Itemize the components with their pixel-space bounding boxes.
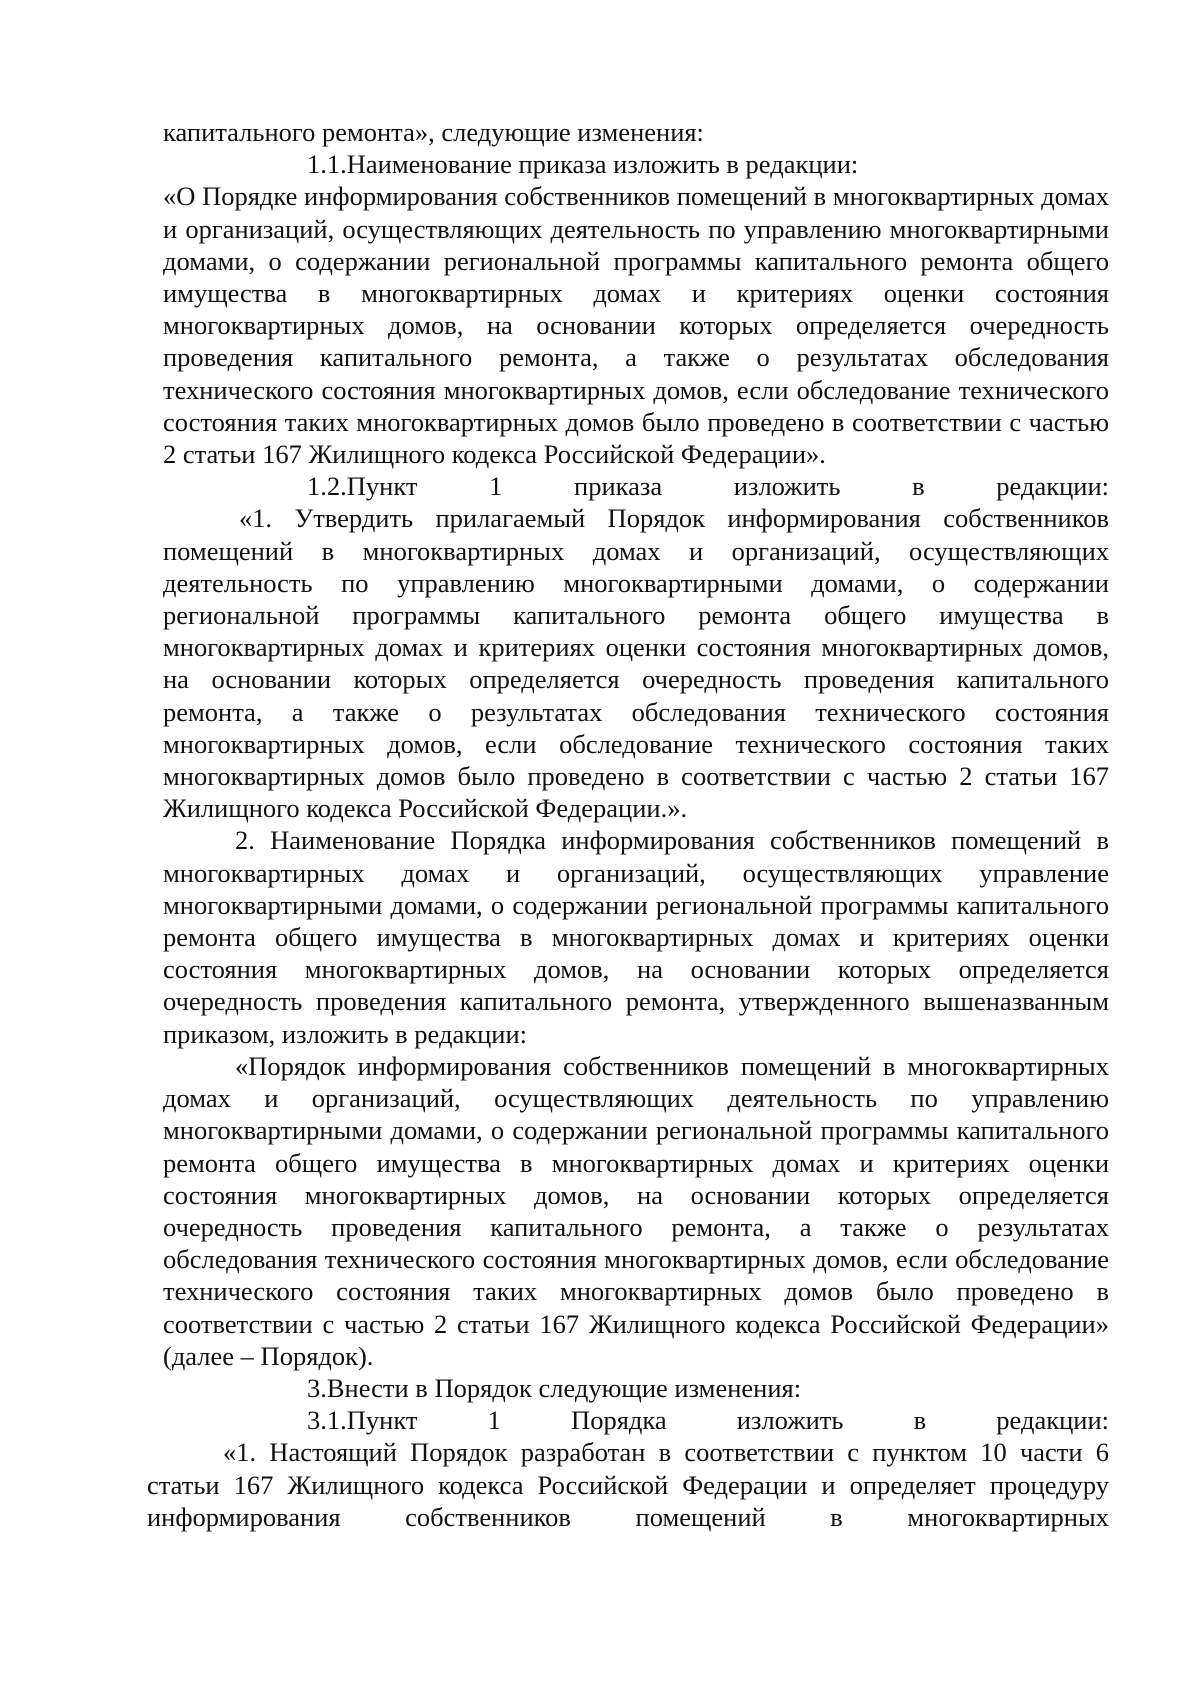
order-point-1-quote: «1. Утвердить прилагаемый Порядок информирования собственников помещений в многоквартирных домах и организаций, осуществляющих деятельность по управлению многоквартирными домами, о содержании региональной программы капитального ремонта общего имущества в многоквартирных домах и критериях оценки состояния многоквартирных домов, на основании которых определяется очередность проведения капитального ремонта, а также о результатах обследования технического состояния многоквартирных домов, если обследование технического состояния таких многоквартирных домов было проведено в соответствии с частью 2 статьи 167 Жилищного кодекса Российской Федерации.». (163, 503, 1109, 824)
item-1-1 (163, 148, 1109, 180)
item-number: 1.2. (307, 471, 347, 502)
paragraph-intro: капитального ремонта», следующие изменения: (163, 117, 704, 147)
procedure-point-1-quote: «1. Настоящий Порядок разработан в соответствии с пунктом 10 части 6 статьи 167 Жилищного кодекса Российской Федерации и определяет процедуру информирования собственников помещений в многоквартирных (147, 1437, 1109, 1532)
item-number: 3. (307, 1372, 327, 1403)
item-3 (163, 1372, 1109, 1404)
document-body (147, 116, 1109, 1533)
item-2: 2. Наименование Порядка информирования собственников помещений в многоквартирных домах и организаций, осуществляющих управление многоквартирными домами, о содержании региональной программы капитального ремонта общего имущества в многоквартирных домах и критериях оценки состояния многоквартирных домов, на основании которых определяется очередность проведения капитального ремонта, утвержденного вышеназванным приказом, изложить в редакции: (163, 825, 1109, 1049)
item-number: 3.1. (307, 1405, 347, 1436)
item-text: Наименование приказа изложить в редакции: (346, 149, 859, 180)
item-text: Пункт 1 приказа изложить в редакции: (346, 471, 1109, 502)
order-title-quote: «О Порядке информирования собственников помещений в многоквартирных домах и организаций, осуществляющих деятельность по управлению многоквартирными домами, о содержании региональной программы капитального ремонта общего имущества в многоквартирных домах и критериях оценки состояния многоквартирных домов, на основании которых определяется очередность проведения капитального ремонта, а также о результатах обследования технического состояния многоквартирных домов, если обследование технического состояния таких многоквартирных домов было проведено в соответствии с частью 2 статьи 167 Жилищного кодекса Российской Федерации». (163, 181, 1109, 470)
item-number: 1.1. (307, 149, 347, 180)
procedure-title-quote: «Порядок информирования собственников помещений в многоквартирных домах и организаций, осуществляющих деятельность по управлению многоквартирными домами, о содержании региональной программы капитального ремонта общего имущества в многоквартирных домах и критериях оценки состояния многоквартирных домов, на основании которых определяется очередность проведения капитального ремонта, а также о результатах обследования технического состояния многоквартирных домов, если обследование технического состояния таких многоквартирных домов было проведено в соответствии с частью 2 статьи 167 Жилищного кодекса Российской Федерации» (далее – Порядок). (163, 1050, 1109, 1371)
item-3-1 (163, 1404, 1109, 1436)
item-1-2 (163, 470, 1109, 502)
item-text: Внести в Порядок следующие изменения: (326, 1372, 802, 1403)
item-text: Пункт 1 Порядка изложить в редакции: (346, 1405, 1109, 1436)
